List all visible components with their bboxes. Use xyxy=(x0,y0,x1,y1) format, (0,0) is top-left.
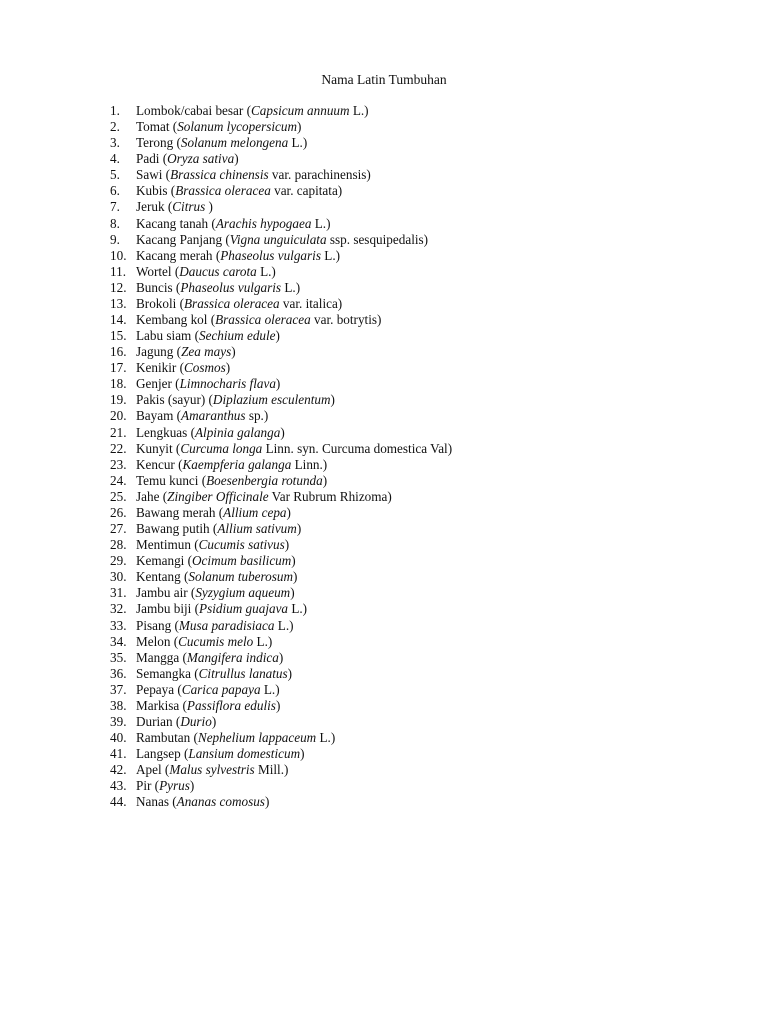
list-item-text xyxy=(136,199,213,215)
common-text: var. parachinensis) xyxy=(268,167,371,183)
list-item xyxy=(110,778,452,794)
latin-name: Mangifera indica xyxy=(186,649,279,665)
common-text: Kacang Panjang ( xyxy=(136,231,230,247)
latin-name: Psidium guajava xyxy=(199,601,289,617)
common-text: ) xyxy=(278,649,284,665)
common-text: L.) xyxy=(311,215,331,231)
list-item-number: 3. xyxy=(110,135,120,151)
list-item-text xyxy=(136,650,283,666)
list-item-text xyxy=(136,601,307,617)
list-item-number: 19. xyxy=(110,392,127,408)
common-text: ) xyxy=(275,376,281,392)
list-item-number: 2. xyxy=(110,119,120,135)
common-text: Temu kunci ( xyxy=(136,472,207,488)
latin-name: Sechium edule xyxy=(199,328,276,344)
list-item-text xyxy=(136,280,300,296)
list-item-number: 35. xyxy=(110,649,127,665)
common-text: L.) xyxy=(256,263,276,279)
common-text: ) xyxy=(225,360,231,376)
list-item-text xyxy=(136,634,272,650)
list-item xyxy=(110,682,452,698)
latin-name: Limnocharis flava xyxy=(179,376,276,392)
list-item-number: 21. xyxy=(110,424,127,440)
list-item xyxy=(110,167,452,183)
common-text: L.) xyxy=(281,279,301,295)
latin-name: Brassica chinensis xyxy=(170,167,269,183)
common-text: Genjer ( xyxy=(136,376,180,392)
common-text: L.) xyxy=(320,247,341,263)
latin-name: Arachis hypogaea xyxy=(215,215,312,231)
list-item xyxy=(110,650,452,666)
page-title xyxy=(0,71,768,89)
common-text: Kentang ( xyxy=(136,569,189,585)
list-item-text xyxy=(136,778,194,794)
latin-name: Citrullus lanatus xyxy=(198,665,288,681)
latin-name: Musa paradisiaca xyxy=(178,617,275,633)
list-item xyxy=(110,794,452,810)
list-item-text xyxy=(136,216,330,232)
list-item-number: 18. xyxy=(110,376,127,392)
common-text: Jeruk ( xyxy=(136,199,173,215)
list-item-number: 23. xyxy=(110,456,127,472)
list-item-number: 36. xyxy=(110,665,127,681)
latin-name: Durio xyxy=(180,713,212,729)
common-text: L.) xyxy=(274,617,294,633)
common-text: L.) xyxy=(349,103,369,118)
list-item-text xyxy=(136,505,291,521)
common-text: ssp. sesquipedalis) xyxy=(326,231,429,247)
common-text: ) xyxy=(284,537,290,553)
list-item xyxy=(110,537,452,553)
common-text: Jambu air ( xyxy=(136,585,196,601)
list-item-text xyxy=(136,746,305,762)
common-text: Lengkuas ( xyxy=(136,424,195,440)
common-text: Lombok/cabai besar ( xyxy=(136,103,251,118)
list-item-text xyxy=(136,569,297,585)
latin-name: Cucumis sativus xyxy=(198,537,285,553)
common-text: Terong ( xyxy=(136,135,181,151)
latin-name: Phaseolus vulgaris xyxy=(180,279,282,295)
common-text: Kunyit ( xyxy=(136,440,181,456)
list-item-number: 22. xyxy=(110,440,127,456)
common-text: ) xyxy=(205,199,213,215)
list-item-text xyxy=(136,425,285,441)
latin-name: Brassica oleracea xyxy=(215,312,311,328)
list-item-text xyxy=(136,794,269,810)
common-text: Pir ( xyxy=(136,778,160,794)
latin-name: Daucus carota xyxy=(179,263,257,279)
common-text: Pepaya ( xyxy=(136,681,182,697)
list-item-text xyxy=(136,762,288,778)
page-title-text: Nama Latin Tumbuhan xyxy=(321,72,447,87)
list-item xyxy=(110,183,452,199)
common-text: Kacang tanah ( xyxy=(136,215,216,231)
list-item xyxy=(110,232,452,248)
latin-name: Diplazium esculentum xyxy=(212,392,331,408)
list-item xyxy=(110,264,452,280)
latin-name: Citrus xyxy=(172,199,206,215)
list-item xyxy=(110,746,452,762)
list-item xyxy=(110,521,452,537)
common-text: Durian ( xyxy=(136,713,181,729)
common-text: ) xyxy=(280,424,285,440)
list-item-number: 44. xyxy=(110,794,127,810)
latin-name: Curcuma longa xyxy=(180,440,263,456)
list-item-text xyxy=(136,698,280,714)
common-text: Kubis ( xyxy=(136,183,176,199)
list-item xyxy=(110,618,452,634)
common-text: Linn.) xyxy=(291,456,328,472)
list-item-number: 29. xyxy=(110,553,127,569)
common-text: Jahe ( xyxy=(136,488,168,504)
common-text: ) xyxy=(290,585,295,601)
list-item-text xyxy=(136,618,294,634)
list-item xyxy=(110,135,452,151)
common-text: Semangka ( xyxy=(136,665,199,681)
common-text: L.) xyxy=(260,681,280,697)
list-item xyxy=(110,119,452,135)
list-item-text xyxy=(136,489,392,505)
common-text: L.) xyxy=(288,601,308,617)
latin-name: Solanum tuberosum xyxy=(188,569,294,585)
common-text: Melon ( xyxy=(136,633,179,649)
list-item-number: 27. xyxy=(110,521,127,537)
list-item-number: 26. xyxy=(110,504,127,520)
list-item-number: 24. xyxy=(110,472,127,488)
list-item-text xyxy=(136,537,289,553)
latin-name: Allium cepa xyxy=(223,504,287,520)
common-text: Bayam ( xyxy=(136,408,182,424)
list-item-text xyxy=(136,553,296,569)
common-text: ) xyxy=(275,697,281,713)
list-item-number: 15. xyxy=(110,328,127,344)
common-text: Apel ( xyxy=(136,762,170,778)
list-item xyxy=(110,569,452,585)
list-item-number: 30. xyxy=(110,569,127,585)
common-text: Mill.) xyxy=(254,762,289,778)
plant-list xyxy=(110,103,452,810)
common-text: Mentimun ( xyxy=(136,537,199,553)
common-text: ) xyxy=(300,746,305,762)
common-text: Rambutan ( xyxy=(136,730,198,746)
latin-name: Amaranthus xyxy=(181,408,246,424)
list-item xyxy=(110,280,452,296)
latin-name: Ocimum basilicum xyxy=(192,553,292,569)
list-item-number: 33. xyxy=(110,617,127,633)
list-item xyxy=(110,553,452,569)
list-item-text xyxy=(136,521,301,537)
common-text: Jagung ( xyxy=(136,344,182,360)
latin-name: Capsicum annuum xyxy=(250,103,350,118)
latin-name: Cosmos xyxy=(183,360,226,376)
common-text: Brokoli ( xyxy=(136,295,184,311)
common-text: ) xyxy=(275,328,280,344)
list-item-text xyxy=(136,344,236,360)
latin-name: Ananas comosus xyxy=(176,794,265,810)
list-item-text xyxy=(136,167,371,183)
common-text: ) xyxy=(231,344,236,360)
latin-name: Nephelium lappaceum xyxy=(197,730,317,746)
common-text: ) xyxy=(296,119,302,135)
list-item-text xyxy=(136,248,340,264)
list-item-number: 38. xyxy=(110,697,127,713)
list-item xyxy=(110,360,452,376)
common-text: ) xyxy=(293,569,298,585)
latin-name: Lansium domesticum xyxy=(188,746,301,762)
list-item xyxy=(110,425,452,441)
common-text: Labu siam ( xyxy=(136,328,199,344)
list-item-number: 34. xyxy=(110,633,127,649)
list-item xyxy=(110,714,452,730)
list-item xyxy=(110,585,452,601)
list-item-number: 20. xyxy=(110,408,127,424)
common-text: Kemangi ( xyxy=(136,553,193,569)
list-item-text xyxy=(136,682,280,698)
common-text: Nanas ( xyxy=(136,794,177,810)
list-item-number: 40. xyxy=(110,730,127,746)
common-text: var. italica) xyxy=(279,295,343,311)
latin-name: Solanum lycopersicum xyxy=(177,119,297,135)
common-text: Pakis (sayur) ( xyxy=(136,392,213,408)
latin-name: Carica papaya xyxy=(181,681,261,697)
common-text: Kembang kol ( xyxy=(136,312,216,328)
common-text: ) xyxy=(296,521,302,537)
latin-name: Malus sylvestris xyxy=(169,762,255,778)
list-item xyxy=(110,634,452,650)
list-item xyxy=(110,762,452,778)
common-text: sp.) xyxy=(245,408,269,424)
common-text: Tomat ( xyxy=(136,119,178,135)
list-item-number: 13. xyxy=(110,295,127,311)
common-text: Linn. syn. Curcuma domestica Val) xyxy=(262,440,453,456)
list-item-text xyxy=(136,103,369,119)
latin-name: Zea mays xyxy=(181,344,232,360)
list-item-text xyxy=(136,392,335,408)
list-item xyxy=(110,730,452,746)
latin-name: Cucumis melo xyxy=(178,633,254,649)
list-item xyxy=(110,376,452,392)
list-item-number: 28. xyxy=(110,537,127,553)
list-item-text xyxy=(136,135,307,151)
common-text: Padi ( xyxy=(136,151,168,167)
list-item-number: 8. xyxy=(110,215,120,231)
list-item-text xyxy=(136,119,301,135)
common-text: Langsep ( xyxy=(136,746,189,762)
common-text: ) xyxy=(211,713,217,729)
list-item-number: 25. xyxy=(110,488,127,504)
common-text: ) xyxy=(264,794,270,810)
common-text: ) xyxy=(234,151,239,167)
latin-name: Brassica oleracea xyxy=(184,295,280,311)
list-item-number: 7. xyxy=(110,199,120,215)
list-item-number: 31. xyxy=(110,585,127,601)
common-text: ) xyxy=(286,504,291,520)
common-text: Bawang putih ( xyxy=(136,521,218,537)
list-item xyxy=(110,216,452,232)
list-item-number: 43. xyxy=(110,778,127,794)
list-item-text xyxy=(136,714,216,730)
latin-name: Passiflora edulis xyxy=(186,697,276,713)
common-text: ) xyxy=(189,778,195,794)
list-item xyxy=(110,666,452,682)
list-item xyxy=(110,344,452,360)
list-item-number: 42. xyxy=(110,762,127,778)
list-item xyxy=(110,698,452,714)
list-item-text xyxy=(136,376,280,392)
common-text: Kacang merah ( xyxy=(136,247,221,263)
list-item-text xyxy=(136,457,327,473)
list-item-text xyxy=(136,296,342,312)
common-text: Kenikir ( xyxy=(136,360,184,376)
list-item-number: 11. xyxy=(110,263,126,279)
common-text: Markisa ( xyxy=(136,697,187,713)
list-item-text xyxy=(136,183,342,199)
list-item-text xyxy=(136,360,230,376)
latin-name: Solanum melongena xyxy=(180,135,289,151)
latin-name: Pyrus xyxy=(159,778,190,794)
common-text: Buncis ( xyxy=(136,279,181,295)
list-item-text xyxy=(136,408,268,424)
list-item xyxy=(110,505,452,521)
list-item-number: 41. xyxy=(110,746,127,762)
common-text: var. botrytis) xyxy=(310,312,382,328)
list-item xyxy=(110,151,452,167)
common-text: Var Rubrum Rhizoma) xyxy=(268,488,392,504)
list-item-number: 10. xyxy=(110,247,127,263)
common-text: Bawang merah ( xyxy=(136,504,224,520)
list-item-number: 5. xyxy=(110,167,120,183)
list-item xyxy=(110,248,452,264)
list-item-text xyxy=(136,585,295,601)
list-item xyxy=(110,457,452,473)
latin-name: Alpinia galanga xyxy=(194,424,281,440)
latin-name: Boesenbergia rotunda xyxy=(206,472,323,488)
common-text: Pisang ( xyxy=(136,617,179,633)
list-item-number: 12. xyxy=(110,279,127,295)
latin-name: Phaseolus vulgaris xyxy=(220,247,321,263)
common-text: ) xyxy=(322,472,328,488)
common-text: L.) xyxy=(253,633,273,649)
latin-name: Allium sativum xyxy=(217,521,297,537)
latin-name: Zingiber Officinale xyxy=(167,488,269,504)
list-item-text xyxy=(136,312,381,328)
common-text: var. capitata) xyxy=(270,183,343,199)
common-text: Jambu biji ( xyxy=(136,601,200,617)
list-item xyxy=(110,473,452,489)
list-item-number: 37. xyxy=(110,681,127,697)
list-item xyxy=(110,441,452,457)
list-item-number: 17. xyxy=(110,360,127,376)
list-item xyxy=(110,392,452,408)
common-text: Wortel ( xyxy=(136,263,180,279)
latin-name: Syzygium aqueum xyxy=(195,585,291,601)
list-item-number: 4. xyxy=(110,151,120,167)
common-text: ) xyxy=(287,665,293,681)
list-item-number: 6. xyxy=(110,183,120,199)
list-item xyxy=(110,601,452,617)
list-item-number: 32. xyxy=(110,601,127,617)
list-item xyxy=(110,408,452,424)
list-item-text xyxy=(136,151,239,167)
list-item xyxy=(110,328,452,344)
list-item-text xyxy=(136,264,276,280)
common-text: Sawi ( xyxy=(136,167,171,183)
list-item-number: 1. xyxy=(110,103,120,118)
list-item xyxy=(110,199,452,215)
latin-name: Vigna unguiculata xyxy=(229,231,327,247)
list-item-text xyxy=(136,328,280,344)
common-text: L.) xyxy=(288,135,308,151)
common-text: Mangga ( xyxy=(136,649,187,665)
list-item xyxy=(110,312,452,328)
common-text: Kencur ( xyxy=(136,456,183,472)
list-item-number: 14. xyxy=(110,312,127,328)
list-item xyxy=(110,489,452,505)
list-item-text xyxy=(136,666,292,682)
common-text: ) xyxy=(291,553,296,569)
list-item-number: 16. xyxy=(110,344,127,360)
latin-name: Brassica oleracea xyxy=(175,183,271,199)
common-text: L.) xyxy=(316,730,336,746)
list-item-text xyxy=(136,473,327,489)
list-item-number: 9. xyxy=(110,231,120,247)
list-item xyxy=(110,296,452,312)
common-text: ) xyxy=(330,392,335,408)
list-item-text xyxy=(136,232,428,248)
latin-name: Oryza sativa xyxy=(167,151,235,167)
list-item-text xyxy=(136,441,452,457)
list-item-number: 39. xyxy=(110,713,127,729)
list-item-text xyxy=(136,730,335,746)
list-item xyxy=(110,103,452,119)
latin-name: Kaempferia galanga xyxy=(182,456,292,472)
